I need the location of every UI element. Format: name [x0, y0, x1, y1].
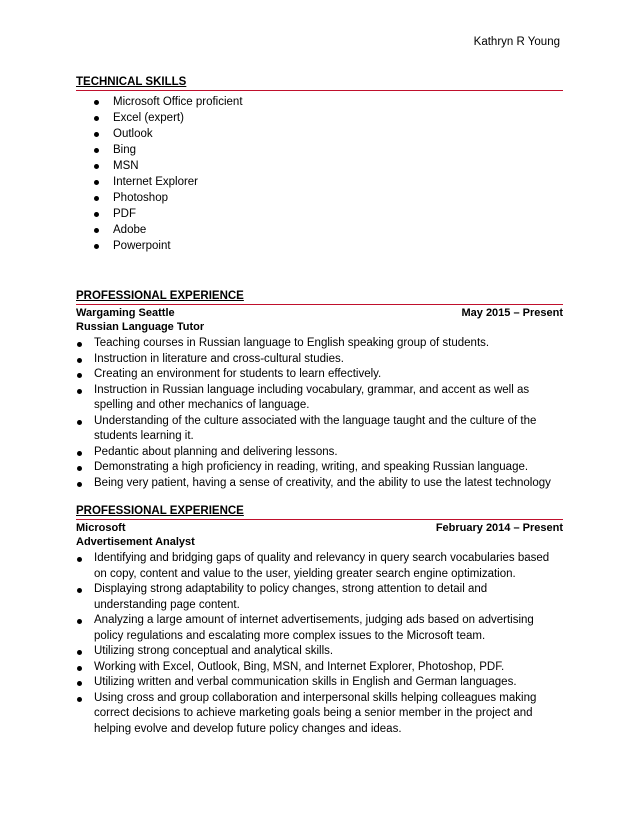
bullet-icon	[94, 196, 99, 201]
list-item: Instruction in Russian language including vocabulary, grammar, and accent as well as spelling and other mechanics of language.	[76, 383, 563, 414]
list-item: Teaching courses in Russian language to English speaking group of students.	[76, 336, 563, 352]
list-item: MSN	[76, 158, 563, 174]
experience-section-1	[76, 290, 563, 491]
bullet-icon	[94, 148, 99, 153]
bullet-icon	[94, 228, 99, 233]
header-name: Kathryn R Young	[473, 36, 560, 48]
list-item: PDF	[76, 206, 563, 222]
bullet-icon	[94, 100, 99, 105]
list-item: Pedantic about planning and delivering lessons.	[76, 445, 563, 461]
list-item: Bing	[76, 142, 563, 158]
list-item: Outlook	[76, 126, 563, 142]
job-header	[76, 306, 563, 320]
list-item: Adobe	[76, 222, 563, 238]
list-item: Identifying and bridging gaps of quality and relevancy in query search vocabularies based on copy, content and value to the user, yielding greater search engine optimization.	[76, 551, 563, 582]
bullet-icon	[94, 212, 99, 217]
list-item: Creating an environment for students to learn effectively.	[76, 367, 563, 383]
bullet-icon	[77, 557, 82, 562]
list-item: Utilizing strong conceptual and analytical skills.	[76, 644, 563, 660]
bullet-icon	[77, 451, 82, 456]
bullet-icon	[94, 116, 99, 121]
list-item: Internet Explorer	[76, 174, 563, 190]
list-item: Microsoft Office proficient	[76, 94, 563, 110]
section-heading: TECHNICAL SKILLS	[76, 76, 563, 91]
bullet-icon	[94, 244, 99, 249]
job-title: Advertisement Analyst	[76, 536, 195, 548]
employer-name: Microsoft	[76, 522, 126, 534]
bullet-icon	[77, 697, 82, 702]
bullet-icon	[77, 482, 82, 487]
experience-section-2	[76, 505, 563, 737]
bullet-icon	[77, 666, 82, 671]
list-item: Working with Excel, Outlook, Bing, MSN, and Internet Explorer, Photoshop, PDF.	[76, 660, 563, 676]
duties-list	[76, 551, 563, 737]
job-header	[76, 521, 563, 535]
bullet-icon	[94, 164, 99, 169]
skills-list	[76, 94, 563, 254]
list-item: Photoshop	[76, 190, 563, 206]
job-dates: May 2015 – Present	[461, 307, 563, 319]
bullet-icon	[77, 389, 82, 394]
list-item: Understanding of the culture associated with the language taught and the culture of the students learning it.	[76, 414, 563, 445]
list-item: Powerpoint	[76, 238, 563, 254]
list-item: Using cross and group collaboration and interpersonal skills helping colleagues making correct decisions to achieve marketing goals being a senior member in the project and helping evolve and develop future policy changes and ideas.	[76, 691, 563, 738]
bullet-icon	[94, 132, 99, 137]
job-dates: February 2014 – Present	[435, 522, 563, 534]
technical-skills-section	[76, 76, 563, 254]
bullet-icon	[77, 681, 82, 686]
list-item: Excel (expert)	[76, 110, 563, 126]
bullet-icon	[77, 619, 82, 624]
list-item: Analyzing a large amount of internet advertisements, judging ads based on advertising policy regulations and escalating more complex issues to the Microsoft team.	[76, 613, 563, 644]
bullet-icon	[77, 650, 82, 655]
list-item: Instruction in literature and cross-cultural studies.	[76, 352, 563, 368]
list-item: Demonstrating a high proficiency in reading, writing, and speaking Russian language.	[76, 460, 563, 476]
bullet-icon	[94, 180, 99, 185]
bullet-icon	[77, 420, 82, 425]
list-item: Displaying strong adaptability to policy changes, strong attention to detail and understanding page content.	[76, 582, 563, 613]
duties-list	[76, 336, 563, 491]
job-title: Russian Language Tutor	[76, 321, 205, 333]
bullet-icon	[77, 342, 82, 347]
list-item: Utilizing written and verbal communication skills in English and German languages.	[76, 675, 563, 691]
section-heading: PROFESSIONAL EXPERIENCE	[76, 290, 563, 305]
section-heading: PROFESSIONAL EXPERIENCE	[76, 505, 563, 520]
bullet-icon	[77, 466, 82, 471]
list-item: Being very patient, having a sense of creativity, and the ability to use the latest technology	[76, 476, 563, 492]
bullet-icon	[77, 373, 82, 378]
employer-name: Wargaming Seattle	[76, 307, 175, 319]
bullet-icon	[77, 588, 82, 593]
bullet-icon	[77, 358, 82, 363]
